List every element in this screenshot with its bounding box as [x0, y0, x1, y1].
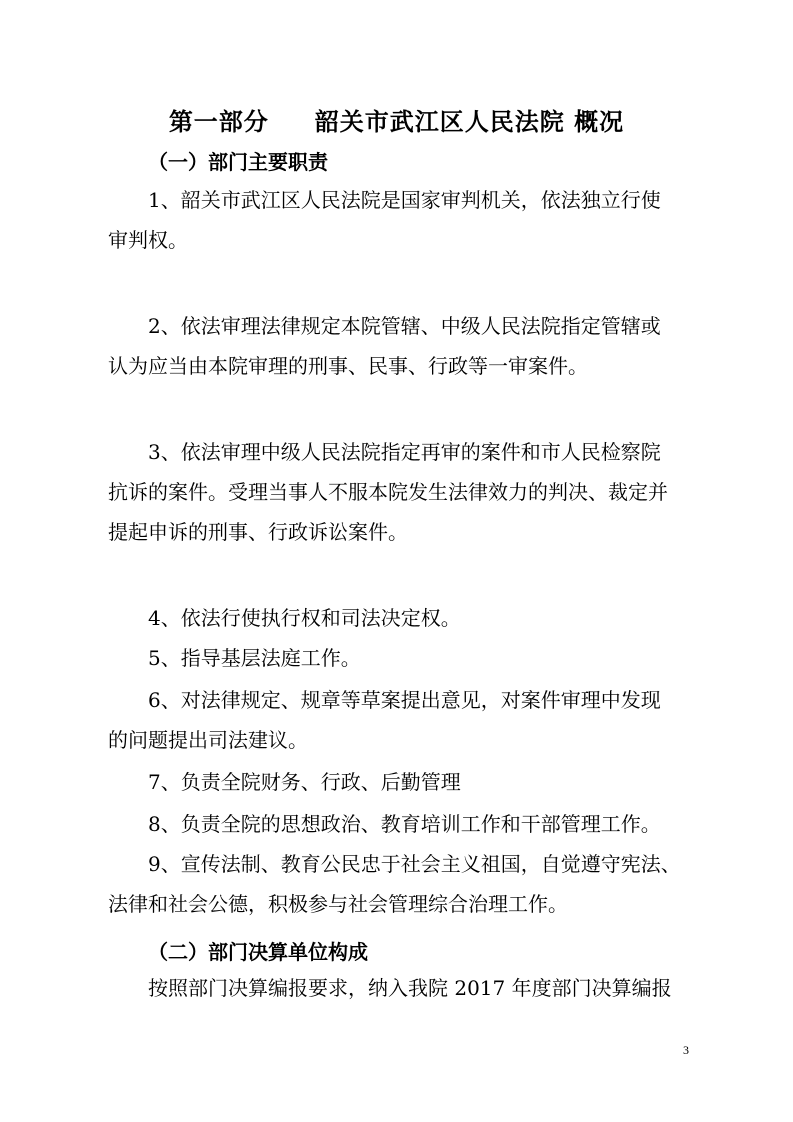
page-number: 3 [683, 1043, 689, 1057]
duty-item-9: 9、宣传法制、教育公民忠于社会主义祖国，自觉遵守宪法、 法律和社会公德，积极参与社会管理综合治理工作。 [108, 852, 681, 916]
duty-item-6: 6、对法律规定、规章等草案提出意见，对案件审理中发现 的问题提出司法建议。 [108, 688, 661, 752]
section-heading-duties: （一）部门主要职责 [148, 150, 328, 174]
title-name: 韶关市武江区人民法院 概况 [314, 107, 625, 136]
duty-item-2: 2、依法审理法律规定本院管辖、中级人民法院指定管辖或 认为应当由本院审理的刑事、民事、行政等一审案件。 [108, 314, 661, 378]
duty-item-8: 8、负责全院的思想政治、教育培训工作和干部管理工作。 [148, 812, 661, 836]
duty-item-1: 1、韶关市武江区人民法院是国家审判机关，依法独立行使 审判权。 [108, 188, 661, 252]
duty-item-5: 5、指导基层法庭工作。 [148, 646, 361, 670]
page-title [0, 102, 793, 137]
duty-item-7: 7、负责全院财务、行政、后勤管理 [148, 770, 461, 794]
units-paragraph: 按照部门决算编报要求，纳入我院 2017 年度部门决算编报 [148, 976, 672, 1000]
duty-item-3: 3、依法审理中级人民法院指定再审的案件和市人民检察院 抗诉的案件。受理当事人不服本院发生法律效力的判决、裁定并 提起申诉的刑事、行政诉讼案件。 [108, 440, 668, 544]
section-heading-units: （二）部门决算单位构成 [148, 940, 368, 964]
duty-item-4: 4、依法行使执行权和司法决定权。 [148, 606, 461, 630]
title-part: 第一部分 [168, 107, 269, 136]
